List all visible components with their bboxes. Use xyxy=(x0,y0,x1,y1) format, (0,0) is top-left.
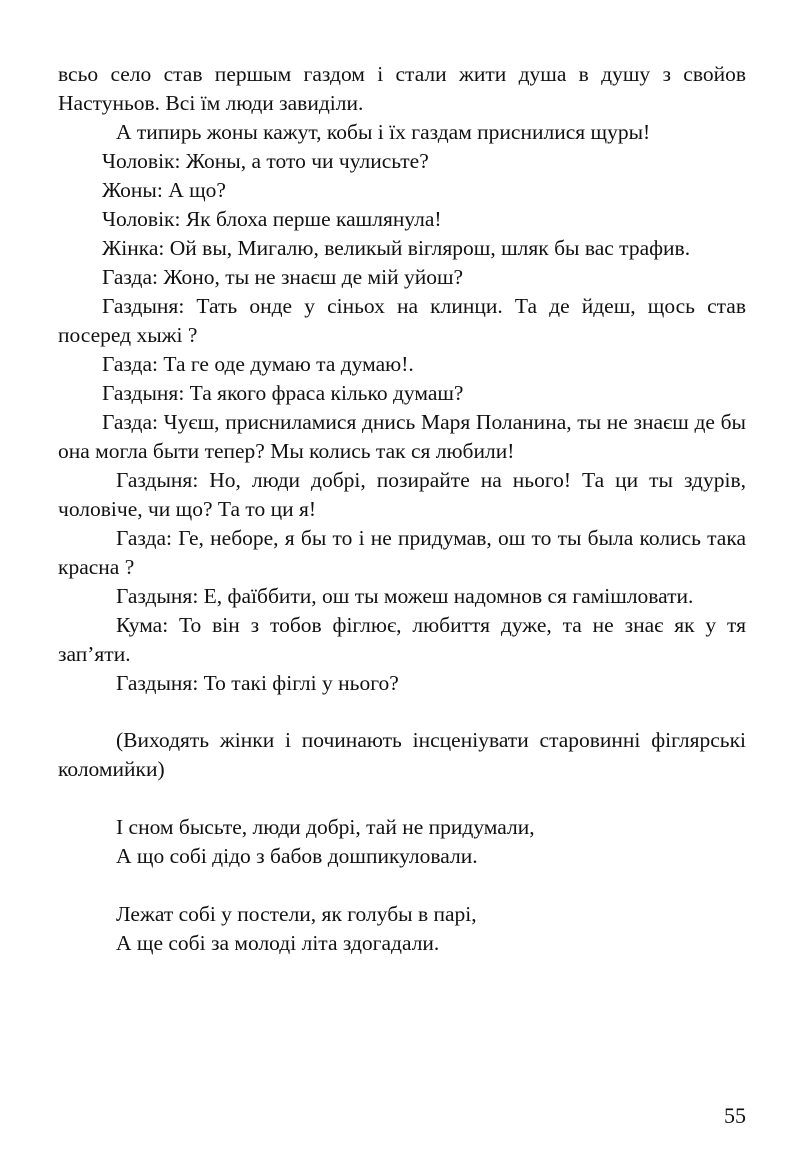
verse-line: А що собі дідо з бабов дошпикуловали. xyxy=(116,844,478,868)
dialogue-line-12: Газда: Ге, неборе, я бы то і не придумав, ош то ты была колись така красна ? xyxy=(58,526,746,579)
verse-stanza-1 xyxy=(116,813,746,871)
dialogue-line-14: Кума: То він з тобов фіглює, любиття дуже, та не знає як у тя зап’яти. xyxy=(58,613,746,666)
stage-direction: (Виходять жінки і починають інсценіувати старовинні фіглярські коломийки) xyxy=(58,728,746,781)
dialogue-line-10: Газда: Чуєш, присниламися днись Маря Поланина, ты не знаєш де бы она могла быти тепер? Мы колись так ся любили! xyxy=(58,410,746,463)
dialogue-line-7: Газдыня: Тать онде у сіньох на клинци. Та де йдеш, щось став посеред хыжі ? xyxy=(58,294,746,347)
dialogue-line-9: Газдыня: Та якого фраса кілько думаш? xyxy=(102,381,464,405)
verse-line: Лежат собі у постели, як голубы в парі, xyxy=(116,902,477,926)
dialogue-line-15: Газдыня: То такі фіглі у нього? xyxy=(116,671,399,695)
dialogue-line-8: Газда: Та ге оде думаю та думаю!. xyxy=(102,352,414,376)
paragraph-1: А типирь жоны кажут, кобы і їх газдам приснилися щуры! xyxy=(116,120,651,144)
paragraph-0: всьо село став першым газдом і стали жити душа в душу з свойов Настуньов. Всі їм люди завиділи. xyxy=(58,62,746,115)
dialogue-line-5: Жінка: Ой вы, Мигалю, великый віглярош, шляк бы вас трафив. xyxy=(102,236,691,260)
dialogue-line-11: Газдыня: Но, люди добрі, позирайте на нього! Та ци ты здурів, чоловіче, чи що? Та то ци я! xyxy=(58,468,746,521)
document-page xyxy=(58,60,746,958)
verse-line: І сном бысьте, люди добрі, тай не придумали, xyxy=(116,815,535,839)
page-number: 55 xyxy=(724,1103,746,1128)
verse-stanza-2 xyxy=(116,900,746,958)
dialogue-line-6: Газда: Жоно, ты не знаєш де мій уйош? xyxy=(102,265,464,289)
verse-line: А ще собі за молоді літа здогадали. xyxy=(116,931,440,955)
dialogue-line-4: Чоловік: Як блоха перше кашлянула! xyxy=(102,207,442,231)
dialogue-line-3: Жоны: А що? xyxy=(102,178,226,202)
dialogue-line-2: Чоловік: Жоны, а тото чи чулисьте? xyxy=(102,149,429,173)
dialogue-line-13: Газдыня: Е, фаїббити, ош ты можеш надомнов ся гамішловати. xyxy=(116,584,694,608)
